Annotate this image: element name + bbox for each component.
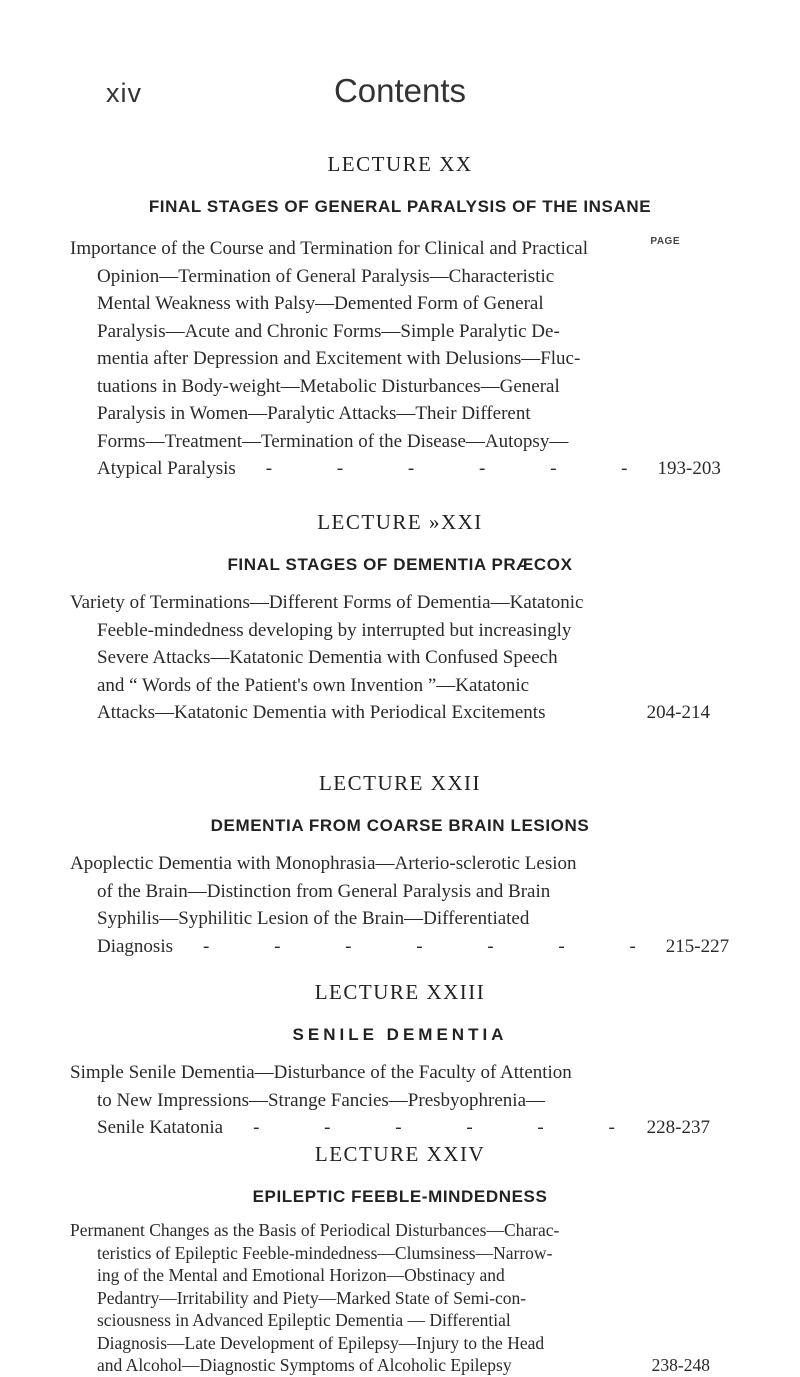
summary-line: Attacks—Katatonic Dementia with Periodical Excitements bbox=[97, 702, 546, 723]
lecture-number: LECTURE XXIII bbox=[314, 980, 486, 1004]
page-range: 238-248 bbox=[651, 1355, 710, 1375]
page-column-label: PAGE bbox=[650, 236, 680, 247]
summary-line: Diagnosis—Late Development of Epilepsy—Injury to the Head bbox=[97, 1332, 545, 1353]
page-range: 228-237 bbox=[646, 1117, 710, 1138]
page-range: 215-227 bbox=[665, 935, 730, 957]
dot-leaders bbox=[545, 699, 646, 727]
summary-line: Atypical Paralysis bbox=[97, 458, 236, 479]
summary-line: Diagnosis bbox=[97, 935, 173, 957]
page-folio: xiv bbox=[106, 78, 142, 108]
summary-last-line bbox=[70, 1114, 710, 1142]
lecture-summary bbox=[70, 1059, 710, 1142]
lecture-title: FINAL STAGES OF DEMENTIA PRÆCOX bbox=[227, 555, 573, 574]
lecture-entry bbox=[0, 1142, 800, 1377]
lecture-number: LECTURE XXII bbox=[318, 771, 482, 795]
summary-last-line bbox=[70, 455, 721, 483]
dot-leaders bbox=[512, 1354, 652, 1377]
dot-leaders: - - - - - - bbox=[253, 1117, 645, 1138]
lecture-title: EPILEPTIC FEEBLE-MINDEDNESS bbox=[252, 1187, 548, 1206]
summary-line: sciousness in Advanced Epileptic Dementia — Differential bbox=[97, 1310, 511, 1330]
summary-line: Syphilis—Syphilitic Lesion of the Brain—Differentiated bbox=[97, 908, 530, 929]
lecture-summary bbox=[70, 589, 710, 727]
summary-line: tuations in Body-weight—Metabolic Disturbances—General bbox=[97, 375, 560, 397]
summary-line: Paralysis—Acute and Chronic Forms—Simple Paralytic De- bbox=[97, 320, 560, 342]
page-range: 204-214 bbox=[646, 702, 710, 723]
lecture-number: LECTURE XX bbox=[327, 152, 473, 176]
summary-line: and Alcohol—Diagnostic Symptoms of Alcoholic Epilepsy bbox=[97, 1355, 512, 1375]
summary-last-line bbox=[70, 933, 730, 961]
summary-line: Mental Weakness with Palsy—Demented Form of General bbox=[97, 293, 544, 314]
page-range: 193-203 bbox=[657, 458, 721, 479]
summary-last-line bbox=[70, 1354, 710, 1377]
lecture-title: FINAL STAGES OF GENERAL PARALYSIS OF THE INSANE bbox=[148, 197, 652, 216]
summary-line: Simple Senile Dementia—Disturbance of the Faculty of Attention bbox=[70, 1062, 572, 1083]
summary-line: Opinion—Termination of General Paralysis—Characteristic bbox=[97, 265, 555, 287]
running-head bbox=[0, 72, 800, 118]
page-title: Contents bbox=[333, 72, 467, 109]
summary-line: Permanent Changes as the Basis of Periodical Disturbances—Charac- bbox=[70, 1220, 560, 1240]
lecture-entry bbox=[0, 771, 800, 960]
summary-line: to New Impressions—Strange Fancies—Presbyophrenia— bbox=[97, 1089, 546, 1111]
summary-line: Variety of Terminations—Different Forms of Dementia—Katatonic bbox=[70, 592, 584, 613]
lecture-number: LECTURE »XXI bbox=[317, 510, 483, 534]
lecture-summary bbox=[70, 1219, 710, 1377]
summary-line: Paralysis in Women—Paralytic Attacks—Their Different bbox=[97, 403, 531, 424]
summary-line: Severe Attacks—Katatonic Dementia with Confused Speech bbox=[97, 647, 558, 668]
lecture-entry bbox=[0, 152, 800, 483]
summary-line: Feeble-mindedness developing by interrupted but increasingly bbox=[97, 619, 572, 641]
summary-line: of the Brain—Distinction from General Paralysis and Brain bbox=[97, 880, 551, 902]
lecture-entry bbox=[0, 510, 800, 727]
summary-line: Pedantry—Irritability and Piety—Marked State of Semi-con- bbox=[97, 1287, 527, 1308]
lecture-entry bbox=[0, 980, 800, 1142]
lecture-number: LECTURE XXIV bbox=[314, 1142, 486, 1166]
summary-line: Apoplectic Dementia with Monophrasia—Arterio-sclerotic Lesion bbox=[70, 853, 577, 874]
summary-line: ing of the Mental and Emotional Horizon—Obstinacy and bbox=[97, 1265, 505, 1285]
lecture-title: DEMENTIA FROM COARSE BRAIN LESIONS bbox=[210, 816, 590, 835]
lecture-summary bbox=[70, 850, 730, 960]
summary-last-line bbox=[70, 699, 710, 727]
dot-leaders: - - - - - - - bbox=[203, 935, 666, 957]
summary-line: Importance of the Course and Termination for Clinical and Practical bbox=[70, 238, 589, 259]
summary-line: Forms—Treatment—Termination of the Disease—Autopsy— bbox=[97, 430, 569, 452]
summary-line: mentia after Depression and Excitement with Delusions—Fluc- bbox=[97, 348, 581, 369]
summary-line: teristics of Epileptic Feeble-mindedness—Clumsiness—Narrow- bbox=[97, 1242, 553, 1263]
summary-line: Senile Katatonia bbox=[97, 1117, 224, 1138]
summary-line: and “ Words of the Patient's own Invention ”—Katatonic bbox=[97, 674, 530, 696]
dot-leaders: - - - - - - bbox=[265, 458, 658, 479]
lecture-title: SENILE DEMENTIA bbox=[292, 1025, 508, 1044]
lecture-summary bbox=[70, 235, 721, 483]
